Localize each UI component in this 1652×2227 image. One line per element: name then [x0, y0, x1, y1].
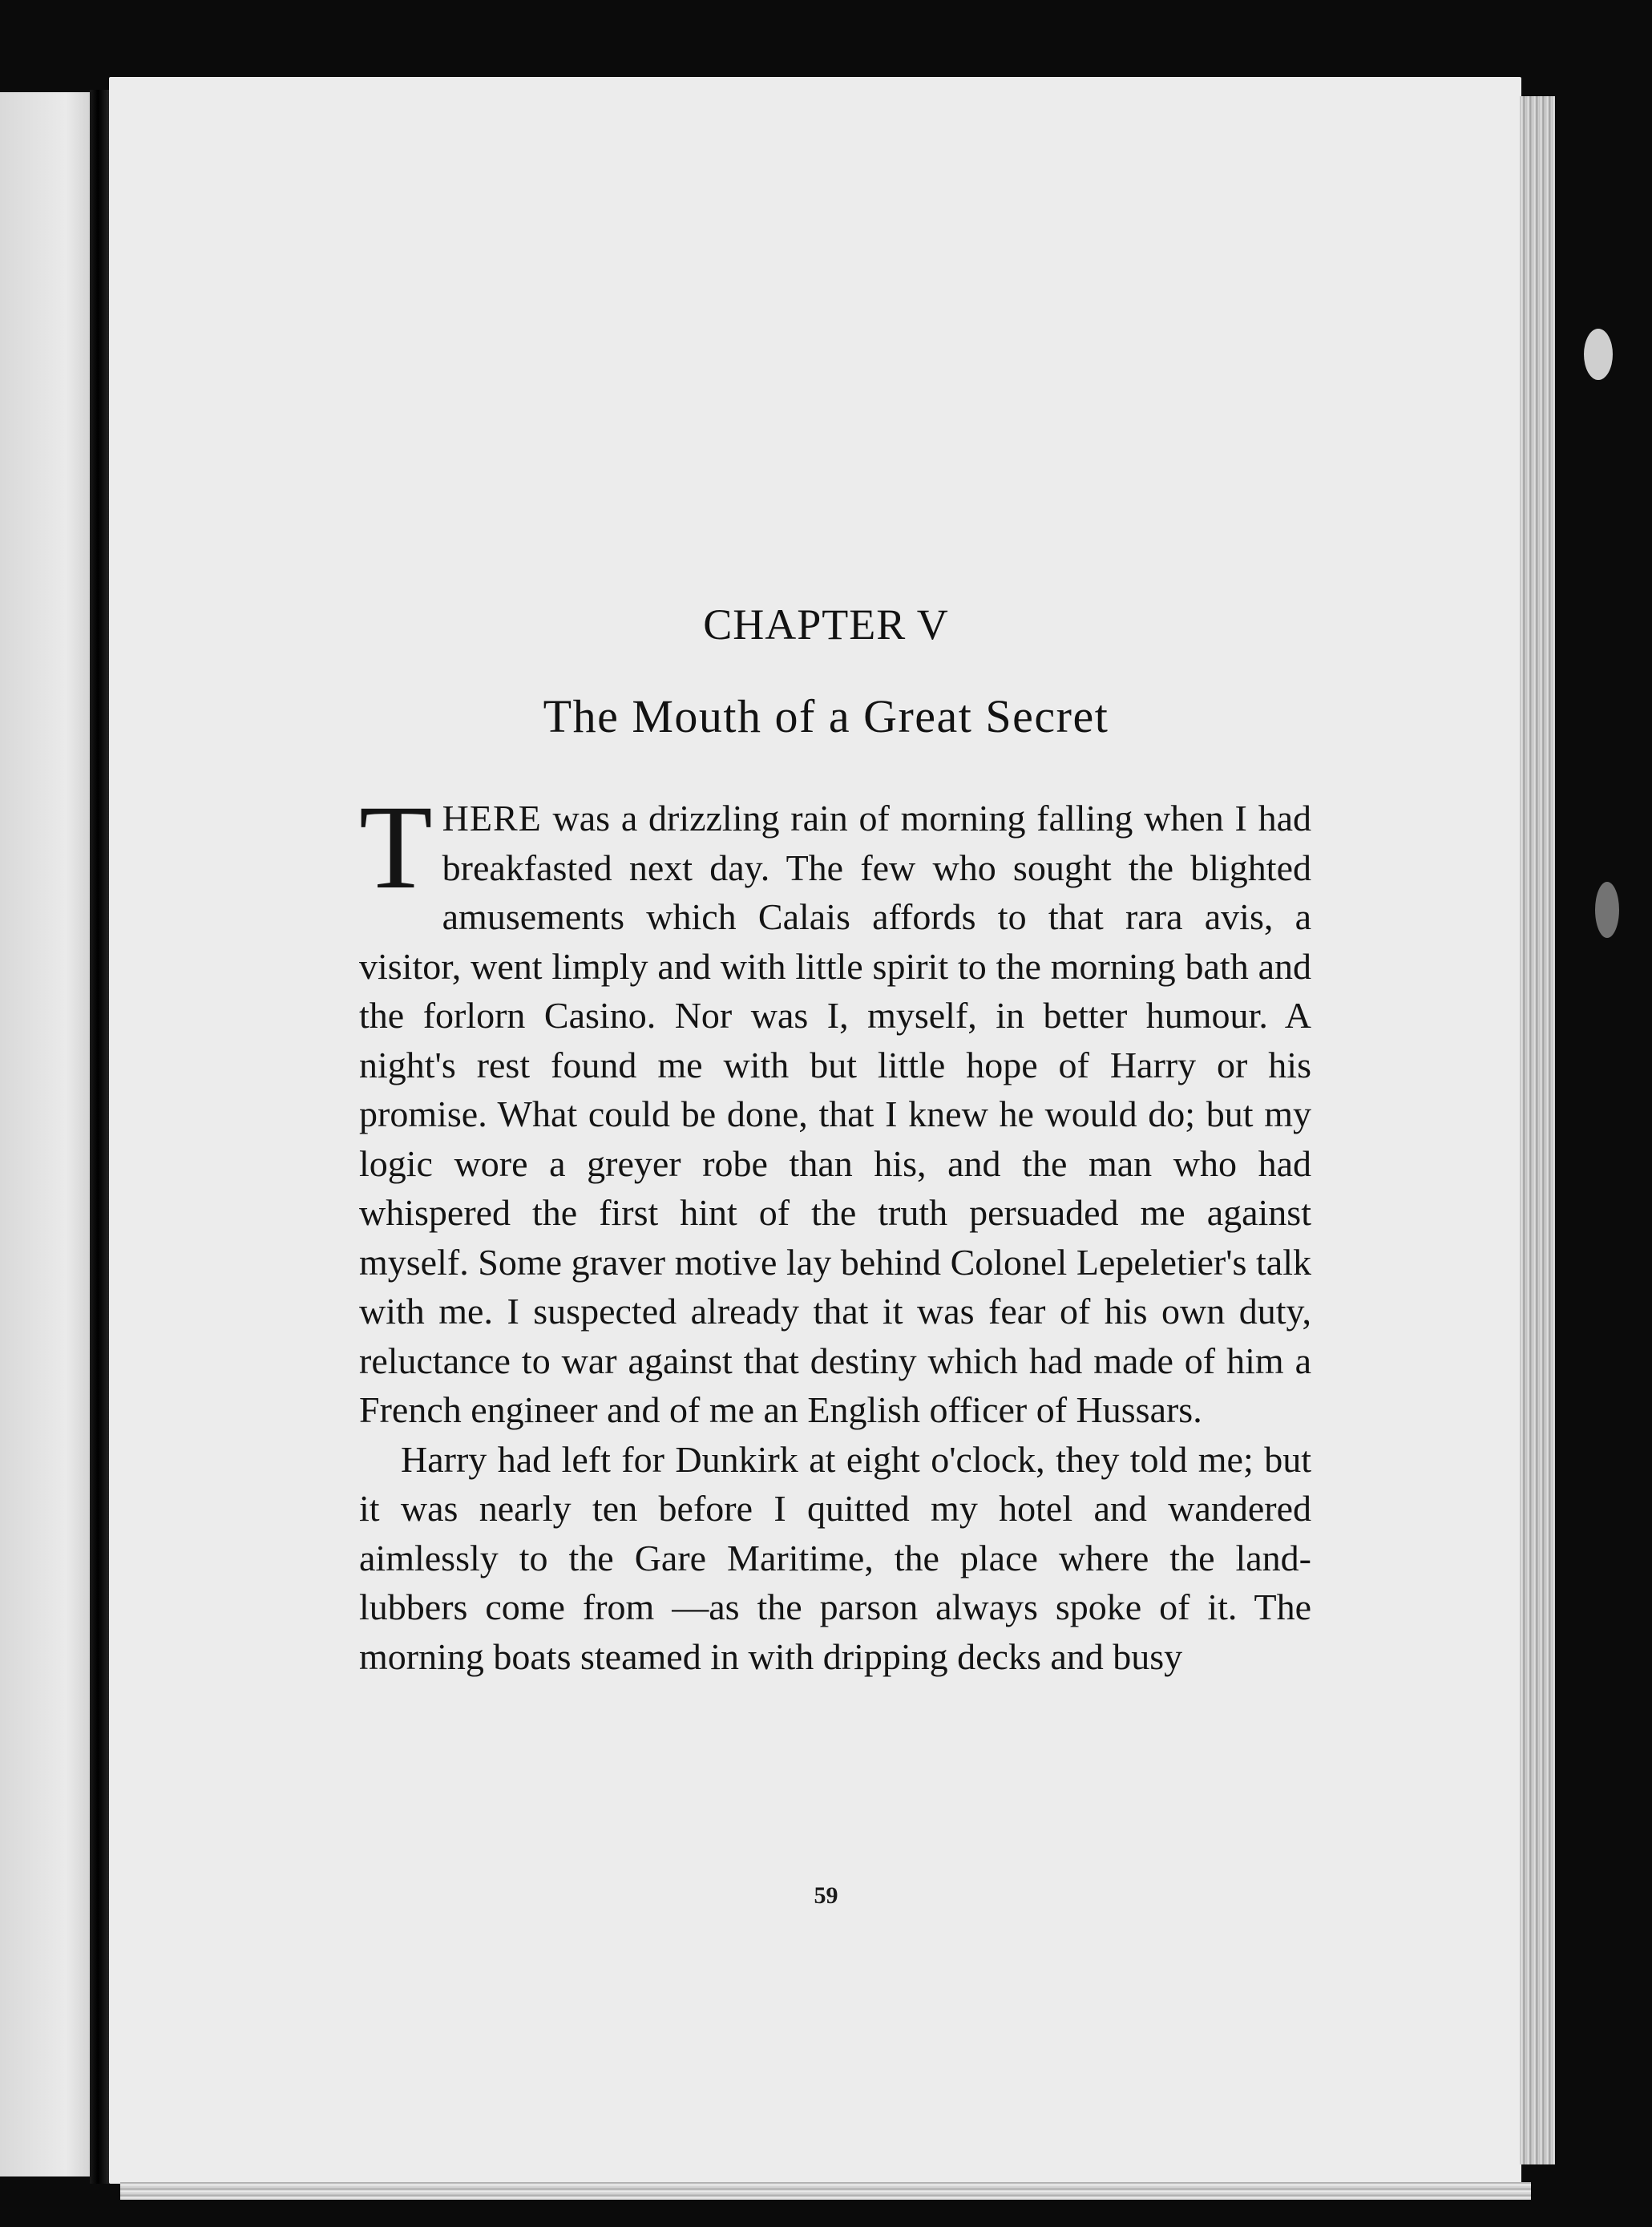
- paragraph-2: Harry had left for Dunkirk at eight o'clock, they told me; but it was nearly ten before I quitted my hotel and wandered aimlessly to the Gare Maritime, the place where the land-lubbers come from —as the parson always spoke of it. The morning boats steamed in with dripping decks and busy: [359, 1438, 1311, 1677]
- gutter-shadow: [90, 90, 111, 2184]
- paragraph-1-lead: HERE: [442, 798, 542, 839]
- chapter-title: The Mouth of a Great Secret: [543, 690, 1109, 742]
- page-bottom-edge: [120, 2182, 1531, 2200]
- chapter-label: CHAPTER V: [703, 600, 949, 649]
- scan-speckle-mark: [1595, 882, 1619, 938]
- page-number: 59: [814, 1882, 838, 1909]
- paragraph-1: [359, 781, 1311, 1435]
- drop-cap: T: [359, 781, 433, 914]
- scan-glare-mark: [1584, 329, 1613, 380]
- left-page-edge: [0, 92, 95, 2176]
- page-fore-edge: [1520, 96, 1555, 2164]
- chapter-body: [359, 781, 1311, 1681]
- paragraph-1-text: was a drizzling rain of morning falling when I had breakfasted next day. The few who sought the blighted amusements which Calais affords to that rara avis, a visitor, went limply and with little spirit to the morning bath and the forlorn Casino. Nor was I, myself, in better humour. A night's rest found me with but little hope of Harry or his promise. What could be done, that I knew he would do; but my logic wore a greyer robe than his, and the man who had whispered the first hint of the truth persuaded me against myself. Some graver motive lay behind Colonel Lepeletier's talk with me. I suspected already that it was fear of his own duty, reluctance to war against that destiny which had made of him a French engineer and of me an English officer of Hussars.: [359, 798, 1311, 1430]
